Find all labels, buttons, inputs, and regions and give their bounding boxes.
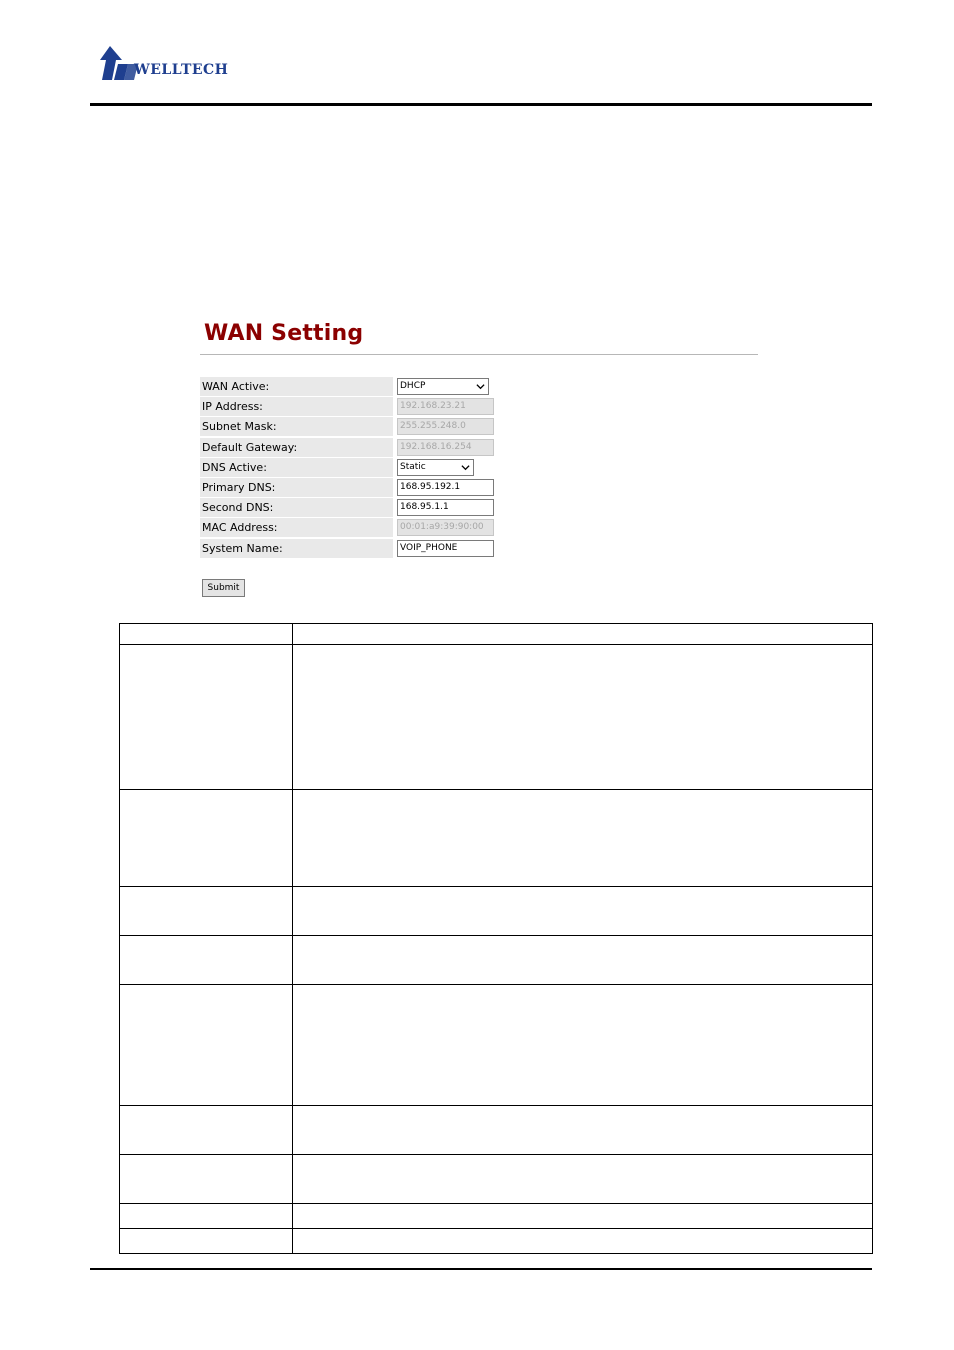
table-row <box>120 1204 873 1229</box>
table-row <box>120 985 873 1106</box>
wan-active-select[interactable] <box>397 378 489 395</box>
page-title: WAN Setting <box>204 321 364 346</box>
system-name-row <box>200 539 500 558</box>
dns-active-select[interactable] <box>397 459 474 476</box>
table-row <box>120 645 873 790</box>
logo-arrow-icon <box>98 44 138 82</box>
table-cell <box>120 936 293 985</box>
table-row <box>120 1106 873 1155</box>
chevron-down-icon <box>476 382 485 391</box>
table-cell <box>293 1155 873 1204</box>
select-value: DHCP <box>400 381 426 391</box>
default-gateway-input[interactable]: 192.168.16.254 <box>397 439 494 456</box>
footer-rule <box>90 1268 872 1270</box>
table-cell <box>120 645 293 790</box>
ip-address-row <box>200 397 500 416</box>
table-cell <box>120 887 293 936</box>
table-cell <box>293 1204 873 1229</box>
table-cell <box>120 1204 293 1229</box>
mac-address-input[interactable]: 00:01:a9:39:90:00 <box>397 519 494 536</box>
field-label: WAN Active: <box>200 377 393 396</box>
ip-address-input[interactable]: 192.168.23.21 <box>397 398 494 415</box>
default-gateway-row <box>200 438 500 457</box>
table-cell <box>120 985 293 1106</box>
table-cell <box>293 1106 873 1155</box>
wan-active-row <box>200 377 500 396</box>
table-cell <box>293 936 873 985</box>
field-label: System Name: <box>200 539 393 558</box>
field-label: Primary DNS: <box>200 478 393 497</box>
subnet-mask-input[interactable]: 255.255.248.0 <box>397 418 494 435</box>
table-row <box>120 790 873 887</box>
wan-settings-form <box>200 377 500 559</box>
dns-active-row <box>200 458 500 477</box>
table-row <box>120 1229 873 1254</box>
table-cell <box>293 790 873 887</box>
field-label: Default Gateway: <box>200 438 393 457</box>
chevron-down-icon <box>461 463 470 472</box>
table-cell <box>120 1106 293 1155</box>
table-cell <box>293 1229 873 1254</box>
field-label: DNS Active: <box>200 458 393 477</box>
brand-name: WELLTECH <box>134 62 229 78</box>
table-cell <box>120 1229 293 1254</box>
header-rule <box>90 103 872 106</box>
second-dns-input[interactable]: 168.95.1.1 <box>397 499 494 516</box>
table-cell <box>120 1155 293 1204</box>
table-cell <box>293 887 873 936</box>
table-row <box>120 936 873 985</box>
table-cell <box>293 624 873 645</box>
mac-address-row <box>200 518 500 537</box>
table-row <box>120 1155 873 1204</box>
field-label: MAC Address: <box>200 518 393 537</box>
table-cell <box>293 645 873 790</box>
primary-dns-row <box>200 478 500 497</box>
description-table <box>119 623 873 1254</box>
table-cell <box>293 985 873 1106</box>
system-name-input[interactable]: VOIP_PHONE <box>397 540 494 557</box>
primary-dns-input[interactable]: 168.95.192.1 <box>397 479 494 496</box>
field-label: Second DNS: <box>200 498 393 517</box>
field-label: Subnet Mask: <box>200 417 393 436</box>
select-value: Static <box>400 461 426 472</box>
table-cell <box>120 624 293 645</box>
subnet-mask-row <box>200 417 500 436</box>
title-divider <box>200 354 758 355</box>
table-row <box>120 887 873 936</box>
submit-button[interactable]: Submit <box>202 579 245 597</box>
second-dns-row <box>200 498 500 517</box>
table-row <box>120 624 873 645</box>
table-cell <box>120 790 293 887</box>
welltech-logo <box>98 44 248 84</box>
field-label: IP Address: <box>200 397 393 416</box>
